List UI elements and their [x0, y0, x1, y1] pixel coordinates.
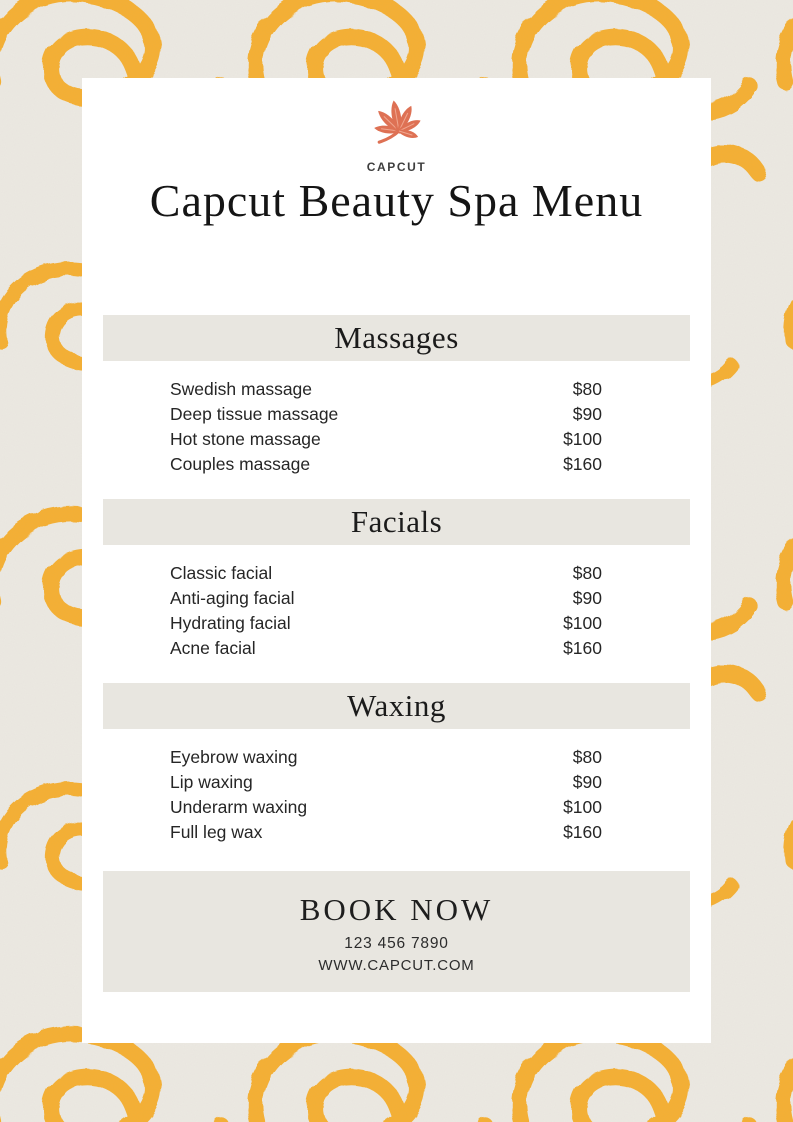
- section-header-bar: [103, 315, 690, 361]
- book-now-panel: [103, 871, 690, 992]
- menu-item-row: [170, 561, 602, 586]
- book-now-heading: BOOK NOW: [299, 892, 494, 927]
- website-url: WWW.CAPCUT.COM: [318, 957, 475, 974]
- menu-item-row: [170, 770, 602, 795]
- menu-item-price: $80: [572, 747, 602, 767]
- menu-item-name: Hydrating facial: [170, 613, 291, 633]
- menu-item-row: [170, 402, 602, 427]
- menu-section: [82, 499, 711, 683]
- menu-section: [82, 683, 711, 867]
- menu-item-name: Acne facial: [170, 638, 256, 658]
- menu-item-name: Anti-aging facial: [170, 588, 295, 608]
- section-header-bar: [103, 499, 690, 545]
- menu-item-price: $100: [563, 429, 602, 449]
- menu-item-price: $100: [563, 613, 602, 633]
- section-header-bar: [103, 683, 690, 729]
- menu-item-price: $80: [572, 379, 602, 399]
- brand-wordmark: CAPCUT: [366, 160, 427, 174]
- menu-item-row: [170, 586, 602, 611]
- section-item-list: [82, 729, 711, 867]
- menu-item-name: Hot stone massage: [170, 429, 321, 449]
- maple-leaf-icon: [370, 98, 424, 154]
- logo: [82, 98, 711, 174]
- menu-item-name: Couples massage: [170, 454, 311, 474]
- menu-item-price: $90: [572, 404, 602, 424]
- menu-item-name: Classic facial: [170, 563, 273, 583]
- menu-item-price: $100: [563, 797, 602, 817]
- menu-item-price: $90: [572, 588, 602, 608]
- menu-sections: [82, 315, 711, 867]
- section-title: Massages: [334, 320, 459, 355]
- section-title: Facials: [350, 504, 443, 539]
- menu-item-name: Lip waxing: [170, 772, 253, 792]
- section-item-list: [82, 545, 711, 683]
- menu-item-price: $80: [572, 563, 602, 583]
- menu-item-row: [170, 795, 602, 820]
- menu-card: [82, 78, 711, 1043]
- menu-item-price: $160: [563, 638, 602, 658]
- menu-item-name: Deep tissue massage: [170, 404, 339, 424]
- section-item-list: [82, 361, 711, 499]
- menu-item-row: [170, 636, 602, 661]
- menu-item-row: [170, 820, 602, 845]
- menu-item-row: [170, 745, 602, 770]
- menu-item-name: Full leg wax: [170, 822, 263, 842]
- menu-item-row: [170, 611, 602, 636]
- menu-item-name: Eyebrow waxing: [170, 747, 298, 767]
- menu-item-name: Swedish massage: [170, 379, 313, 399]
- menu-item-row: [170, 452, 602, 477]
- menu-item-price: $90: [572, 772, 602, 792]
- phone-number: 123 456 7890: [344, 935, 449, 952]
- menu-item-name: Underarm waxing: [170, 797, 308, 817]
- menu-item-row: [170, 427, 602, 452]
- section-title: Waxing: [347, 688, 446, 723]
- menu-item-row: [170, 377, 602, 402]
- menu-section: [82, 315, 711, 499]
- menu-item-price: $160: [563, 454, 602, 474]
- menu-item-price: $160: [563, 822, 602, 842]
- page-title: Capcut Beauty Spa Menu: [149, 175, 644, 226]
